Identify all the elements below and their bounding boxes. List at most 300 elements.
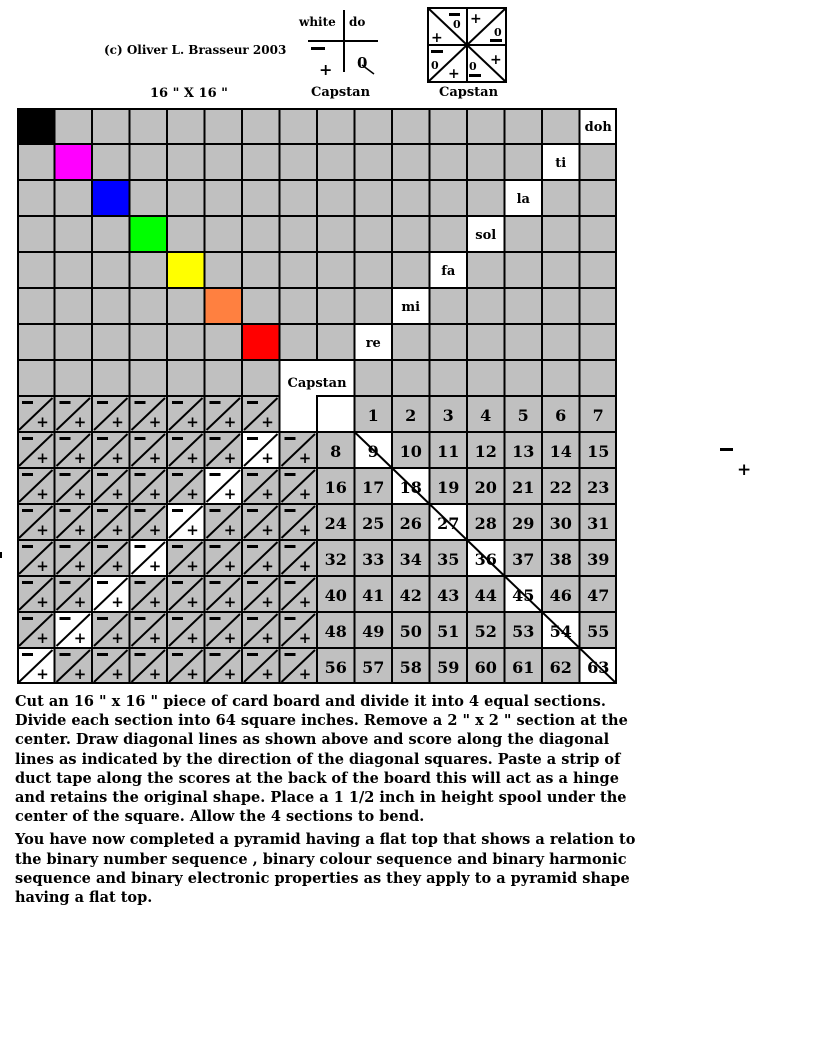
plus-sign: + — [261, 557, 274, 575]
plus-sign: + — [298, 449, 312, 467]
grid-square — [542, 108, 580, 144]
grid-square — [130, 324, 168, 360]
square-number: 45 — [512, 586, 535, 605]
pyramid-board — [17, 108, 617, 684]
grid-square — [392, 144, 430, 180]
grid-square — [55, 144, 93, 180]
minus-sign — [22, 473, 33, 476]
square-number: 6 — [555, 406, 567, 425]
minus-sign — [135, 401, 146, 404]
grid-square — [467, 324, 505, 360]
grid-square — [55, 288, 93, 324]
legend-octant-zero: 0 — [453, 18, 461, 31]
square-number: 62 — [549, 658, 572, 677]
grid-square — [242, 216, 280, 252]
plus-sign: + — [186, 413, 199, 431]
square-number: 4 — [480, 406, 492, 425]
grid-square — [430, 324, 468, 360]
square-number: 49 — [362, 622, 385, 641]
plus-sign: + — [111, 449, 124, 467]
minus-sign — [97, 401, 108, 404]
minus-sign — [60, 545, 71, 548]
plus-sign: + — [261, 629, 274, 647]
minus-sign — [97, 509, 108, 512]
minus-sign — [97, 581, 108, 584]
minus-sign — [22, 509, 33, 512]
minus-sign — [135, 509, 146, 512]
grid-square — [542, 288, 580, 324]
grid-square — [430, 216, 468, 252]
legend-octant-zero: 0 — [494, 26, 502, 39]
grid-square — [542, 324, 580, 360]
grid-square — [355, 252, 393, 288]
minus-sign — [285, 545, 296, 548]
minus-sign — [60, 401, 71, 404]
minus-sign — [172, 401, 183, 404]
grid-square — [317, 288, 355, 324]
square-number: 8 — [330, 442, 342, 461]
plus-sign: + — [148, 521, 162, 539]
grid-square — [467, 360, 505, 396]
square-number: 21 — [512, 478, 535, 497]
square-number: 14 — [549, 442, 572, 461]
grid-square — [92, 252, 130, 288]
grid-square — [242, 108, 280, 144]
minus-sign — [22, 545, 33, 548]
edge-mark — [0, 552, 2, 558]
square-number: 33 — [362, 550, 385, 569]
grid-square — [430, 108, 468, 144]
square-number: 59 — [437, 658, 460, 677]
plus-sign: + — [111, 557, 124, 575]
grid-square — [17, 252, 55, 288]
minus-sign — [22, 401, 33, 404]
grid-square — [55, 180, 93, 216]
plus-sign: + — [111, 665, 124, 683]
grid-square — [505, 144, 543, 180]
plus-sign: + — [186, 449, 199, 467]
capstan-label: Capstan — [287, 376, 347, 391]
minus-sign — [135, 545, 146, 548]
plus-sign: + — [261, 665, 274, 683]
minus-sign — [60, 617, 71, 620]
square-number: 29 — [512, 514, 535, 533]
grid-square — [542, 180, 580, 216]
plus-sign: + — [298, 485, 312, 503]
minus-sign — [135, 617, 146, 620]
grid-square — [505, 324, 543, 360]
minus-sign — [172, 545, 183, 548]
minus-sign — [247, 509, 258, 512]
legend-simple-title: Capstan — [311, 85, 371, 100]
grid-square — [205, 324, 243, 360]
grid-square — [355, 144, 393, 180]
grid-square — [580, 144, 618, 180]
square-number: 44 — [474, 586, 497, 605]
minus-sign — [210, 617, 221, 620]
plus-sign: + — [223, 485, 237, 503]
square-number: 16 — [324, 478, 347, 497]
plus-sign: + — [148, 557, 162, 575]
grid-square — [392, 108, 430, 144]
square-number: 39 — [587, 550, 610, 569]
square-number: 11 — [437, 442, 460, 461]
grid-square — [355, 216, 393, 252]
plus-sign: + — [148, 629, 162, 647]
grid-square — [542, 216, 580, 252]
square-number: 50 — [399, 622, 422, 641]
minus-sign — [210, 401, 221, 404]
note-label: ti — [555, 156, 567, 171]
grid-square — [92, 360, 130, 396]
grid-square — [505, 360, 543, 396]
grid-square — [130, 360, 168, 396]
side-plus-sign: + — [737, 460, 752, 480]
grid-square — [242, 144, 280, 180]
instructions-paragraph-2: You have now completed a pyramid having a flat top that shows a relation to the binary number sequence , binary colour sequence and binary harmonic sequence and binary electronic properties as they apply to a pyramid shape having a flat top. — [15, 831, 636, 907]
grid-square — [167, 180, 205, 216]
plus-sign: + — [148, 665, 162, 683]
plus-sign: + — [111, 593, 124, 611]
minus-sign — [135, 581, 146, 584]
plus-sign: + — [298, 629, 312, 647]
grid-square — [580, 360, 618, 396]
minus-sign — [285, 437, 296, 440]
legend-octant-plus: + — [490, 52, 502, 68]
square-number: 53 — [512, 622, 535, 641]
grid-square — [205, 180, 243, 216]
square-number: 36 — [474, 550, 497, 569]
plus-sign: + — [186, 629, 199, 647]
plus-sign: + — [223, 413, 237, 431]
grid-square — [130, 144, 168, 180]
plus-sign: + — [186, 593, 199, 611]
legend-zero-sign: 0 — [357, 54, 368, 72]
grid-square — [430, 288, 468, 324]
minus-sign — [22, 653, 33, 656]
grid-square — [580, 216, 618, 252]
square-number: 17 — [362, 478, 385, 497]
minus-sign — [60, 509, 71, 512]
minus-sign — [210, 545, 221, 548]
minus-sign — [247, 437, 258, 440]
square-number: 15 — [587, 442, 610, 461]
note-label: mi — [401, 300, 421, 315]
grid-square — [55, 216, 93, 252]
grid-square — [505, 252, 543, 288]
instructions-paragraph-1: Cut an 16 " x 16 " piece of card board and divide it into 4 equal sections. Divide each section into 64 square inches. Remove a 2 " x 2 " section at the center. Draw diagonal lines as shown above and score along the diagonal lines as indicated by the direction of the diagonal squares. Paste a strip of duct tape along the scores at the back of the board this will act as a hinge and retains the original shape. Place a 1 1/2 inch in height spool under the center of the square. Allow the 4 sections to bend. — [15, 693, 628, 826]
plus-sign: + — [223, 521, 237, 539]
grid-square — [505, 108, 543, 144]
grid-square — [542, 252, 580, 288]
square-number: 9 — [367, 442, 379, 461]
grid-square — [280, 144, 318, 180]
minus-sign — [210, 437, 221, 440]
square-number: 54 — [549, 622, 572, 641]
square-number: 34 — [399, 550, 422, 569]
square-number: 48 — [324, 622, 347, 641]
grid-square — [92, 108, 130, 144]
grid-square — [205, 252, 243, 288]
square-number: 12 — [474, 442, 497, 461]
grid-square — [355, 180, 393, 216]
square-number: 55 — [587, 622, 610, 641]
grid-square — [92, 288, 130, 324]
plus-sign: + — [148, 413, 162, 431]
grid-square — [580, 180, 618, 216]
capstan-legend-square — [420, 6, 520, 100]
square-number: 42 — [399, 586, 422, 605]
minus-sign — [247, 653, 258, 656]
plus-sign: + — [73, 413, 87, 431]
note-label: sol — [475, 228, 497, 243]
square-number: 5 — [517, 406, 529, 425]
grid-square — [317, 324, 355, 360]
minus-sign — [172, 437, 183, 440]
note-label: fa — [441, 264, 456, 279]
grid-square — [55, 108, 93, 144]
note-label: re — [365, 336, 381, 351]
plus-sign: + — [36, 665, 49, 683]
plus-sign: + — [73, 593, 87, 611]
square-number: 61 — [512, 658, 535, 677]
minus-sign — [135, 437, 146, 440]
grid-square — [355, 288, 393, 324]
grid-square — [280, 324, 318, 360]
plus-sign: + — [186, 485, 199, 503]
grid-square — [467, 252, 505, 288]
grid-square — [392, 180, 430, 216]
minus-sign — [60, 653, 71, 656]
minus-sign — [210, 473, 221, 476]
plus-sign: + — [223, 449, 237, 467]
square-number: 57 — [362, 658, 385, 677]
plus-sign: + — [73, 557, 87, 575]
grid-square — [355, 360, 393, 396]
minus-sign — [247, 473, 258, 476]
square-number: 7 — [592, 406, 604, 425]
grid-square — [92, 216, 130, 252]
plus-sign: + — [36, 449, 49, 467]
minus-sign — [60, 581, 71, 584]
minus-sign — [135, 473, 146, 476]
grid-square — [392, 324, 430, 360]
minus-sign — [97, 617, 108, 620]
minus-sign — [247, 401, 258, 404]
legend-do-label: do — [349, 15, 366, 29]
plus-sign: + — [261, 449, 274, 467]
minus-sign — [97, 473, 108, 476]
square-number: 22 — [549, 478, 572, 497]
grid-square — [430, 144, 468, 180]
minus-sign — [172, 581, 183, 584]
grid-square — [280, 180, 318, 216]
square-number: 43 — [437, 586, 460, 605]
grid-square — [130, 108, 168, 144]
square-number: 18 — [399, 478, 422, 497]
grid-square — [280, 216, 318, 252]
minus-sign — [172, 617, 183, 620]
plus-sign: + — [261, 485, 274, 503]
plus-sign: + — [36, 557, 49, 575]
legend-octant-plus: + — [431, 30, 443, 46]
grid-square — [392, 252, 430, 288]
square-number: 32 — [324, 550, 347, 569]
plus-sign: + — [186, 665, 199, 683]
square-number: 20 — [474, 478, 497, 497]
grid-square — [205, 108, 243, 144]
grid-square — [505, 288, 543, 324]
grid-square — [467, 180, 505, 216]
minus-sign — [172, 653, 183, 656]
grid-square — [17, 360, 55, 396]
minus-sign — [97, 437, 108, 440]
plus-sign: + — [298, 557, 312, 575]
minus-sign — [172, 473, 183, 476]
minus-sign — [247, 545, 258, 548]
square-number: 40 — [324, 586, 347, 605]
plus-sign: + — [73, 449, 87, 467]
grid-square — [17, 144, 55, 180]
grid-square — [317, 144, 355, 180]
grid-square — [167, 252, 205, 288]
plus-sign: + — [298, 521, 312, 539]
grid-square — [92, 324, 130, 360]
legend-plus-sign: + — [319, 60, 333, 79]
grid-square — [505, 216, 543, 252]
square-number: 56 — [324, 658, 347, 677]
grid-square — [17, 288, 55, 324]
note-label: doh — [584, 120, 612, 135]
plus-sign: + — [73, 665, 87, 683]
minus-sign — [97, 545, 108, 548]
legend-octant-zero: 0 — [431, 59, 439, 72]
grid-square — [92, 180, 130, 216]
square-number: 38 — [549, 550, 572, 569]
square-number: 28 — [474, 514, 497, 533]
minus-sign — [247, 617, 258, 620]
grid-square — [242, 180, 280, 216]
plus-sign: + — [261, 413, 274, 431]
grid-square — [580, 252, 618, 288]
square-number: 10 — [399, 442, 422, 461]
minus-sign — [135, 653, 146, 656]
minus-sign — [60, 437, 71, 440]
grid-square — [467, 108, 505, 144]
square-number: 60 — [474, 658, 497, 677]
square-number: 26 — [399, 514, 422, 533]
grid-square — [167, 288, 205, 324]
grid-square — [17, 180, 55, 216]
plus-sign: + — [36, 485, 49, 503]
instructions — [15, 692, 640, 911]
grid-square — [392, 216, 430, 252]
grid-square — [130, 216, 168, 252]
plus-sign: + — [73, 629, 87, 647]
legend-octant-plus: + — [470, 11, 482, 27]
grid-square — [167, 108, 205, 144]
legend-white-label: white — [299, 15, 336, 29]
plus-sign: + — [148, 485, 162, 503]
grid-square — [17, 108, 55, 144]
plus-sign: + — [36, 521, 49, 539]
side-minus-sign — [720, 448, 733, 451]
minus-sign — [22, 617, 33, 620]
minus-sign — [22, 437, 33, 440]
legend-octant-zero: 0 — [469, 60, 477, 73]
grid-square — [242, 360, 280, 396]
board-dimensions: 16 " X 16 " — [150, 86, 228, 101]
plus-sign: + — [261, 593, 274, 611]
minus-sign — [172, 509, 183, 512]
square-number: 2 — [405, 406, 417, 425]
grid-square — [55, 324, 93, 360]
plus-sign: + — [148, 593, 162, 611]
grid-square — [167, 360, 205, 396]
square-number: 30 — [549, 514, 572, 533]
square-number: 46 — [549, 586, 572, 605]
grid-square — [542, 360, 580, 396]
legend-octant-plus: + — [448, 66, 460, 82]
capstan-legend-simple — [290, 8, 400, 100]
grid-square — [467, 144, 505, 180]
square-number: 13 — [512, 442, 535, 461]
grid-square — [392, 360, 430, 396]
square-number: 37 — [512, 550, 535, 569]
grid-square — [467, 288, 505, 324]
plus-sign: + — [148, 449, 162, 467]
grid-square — [430, 360, 468, 396]
grid-square — [205, 216, 243, 252]
plus-sign: + — [111, 629, 124, 647]
square-number: 58 — [399, 658, 422, 677]
grid-square — [580, 288, 618, 324]
plus-sign: + — [223, 629, 237, 647]
grid-square — [317, 252, 355, 288]
grid-square — [167, 216, 205, 252]
minus-sign — [285, 473, 296, 476]
grid-square — [205, 360, 243, 396]
square-number: 3 — [442, 406, 454, 425]
square-number: 47 — [587, 586, 610, 605]
grid-square — [280, 108, 318, 144]
minus-sign — [210, 509, 221, 512]
square-number: 52 — [474, 622, 497, 641]
plus-sign: + — [186, 521, 199, 539]
minus-sign — [97, 653, 108, 656]
capstan-square — [280, 360, 355, 432]
minus-sign — [210, 653, 221, 656]
square-number: 19 — [437, 478, 460, 497]
grid-square — [242, 252, 280, 288]
minus-sign — [247, 581, 258, 584]
square-number: 25 — [362, 514, 385, 533]
minus-sign — [285, 581, 296, 584]
note-label: la — [516, 192, 530, 207]
grid-square — [55, 252, 93, 288]
legend-minus-sign — [311, 47, 325, 50]
grid-square — [242, 288, 280, 324]
minus-sign — [22, 581, 33, 584]
square-number: 27 — [437, 514, 460, 533]
grid-square — [17, 216, 55, 252]
grid-square — [317, 180, 355, 216]
grid-square — [317, 216, 355, 252]
plus-sign: + — [223, 593, 237, 611]
plus-sign: + — [223, 557, 237, 575]
minus-sign — [210, 581, 221, 584]
plus-sign: + — [111, 485, 124, 503]
